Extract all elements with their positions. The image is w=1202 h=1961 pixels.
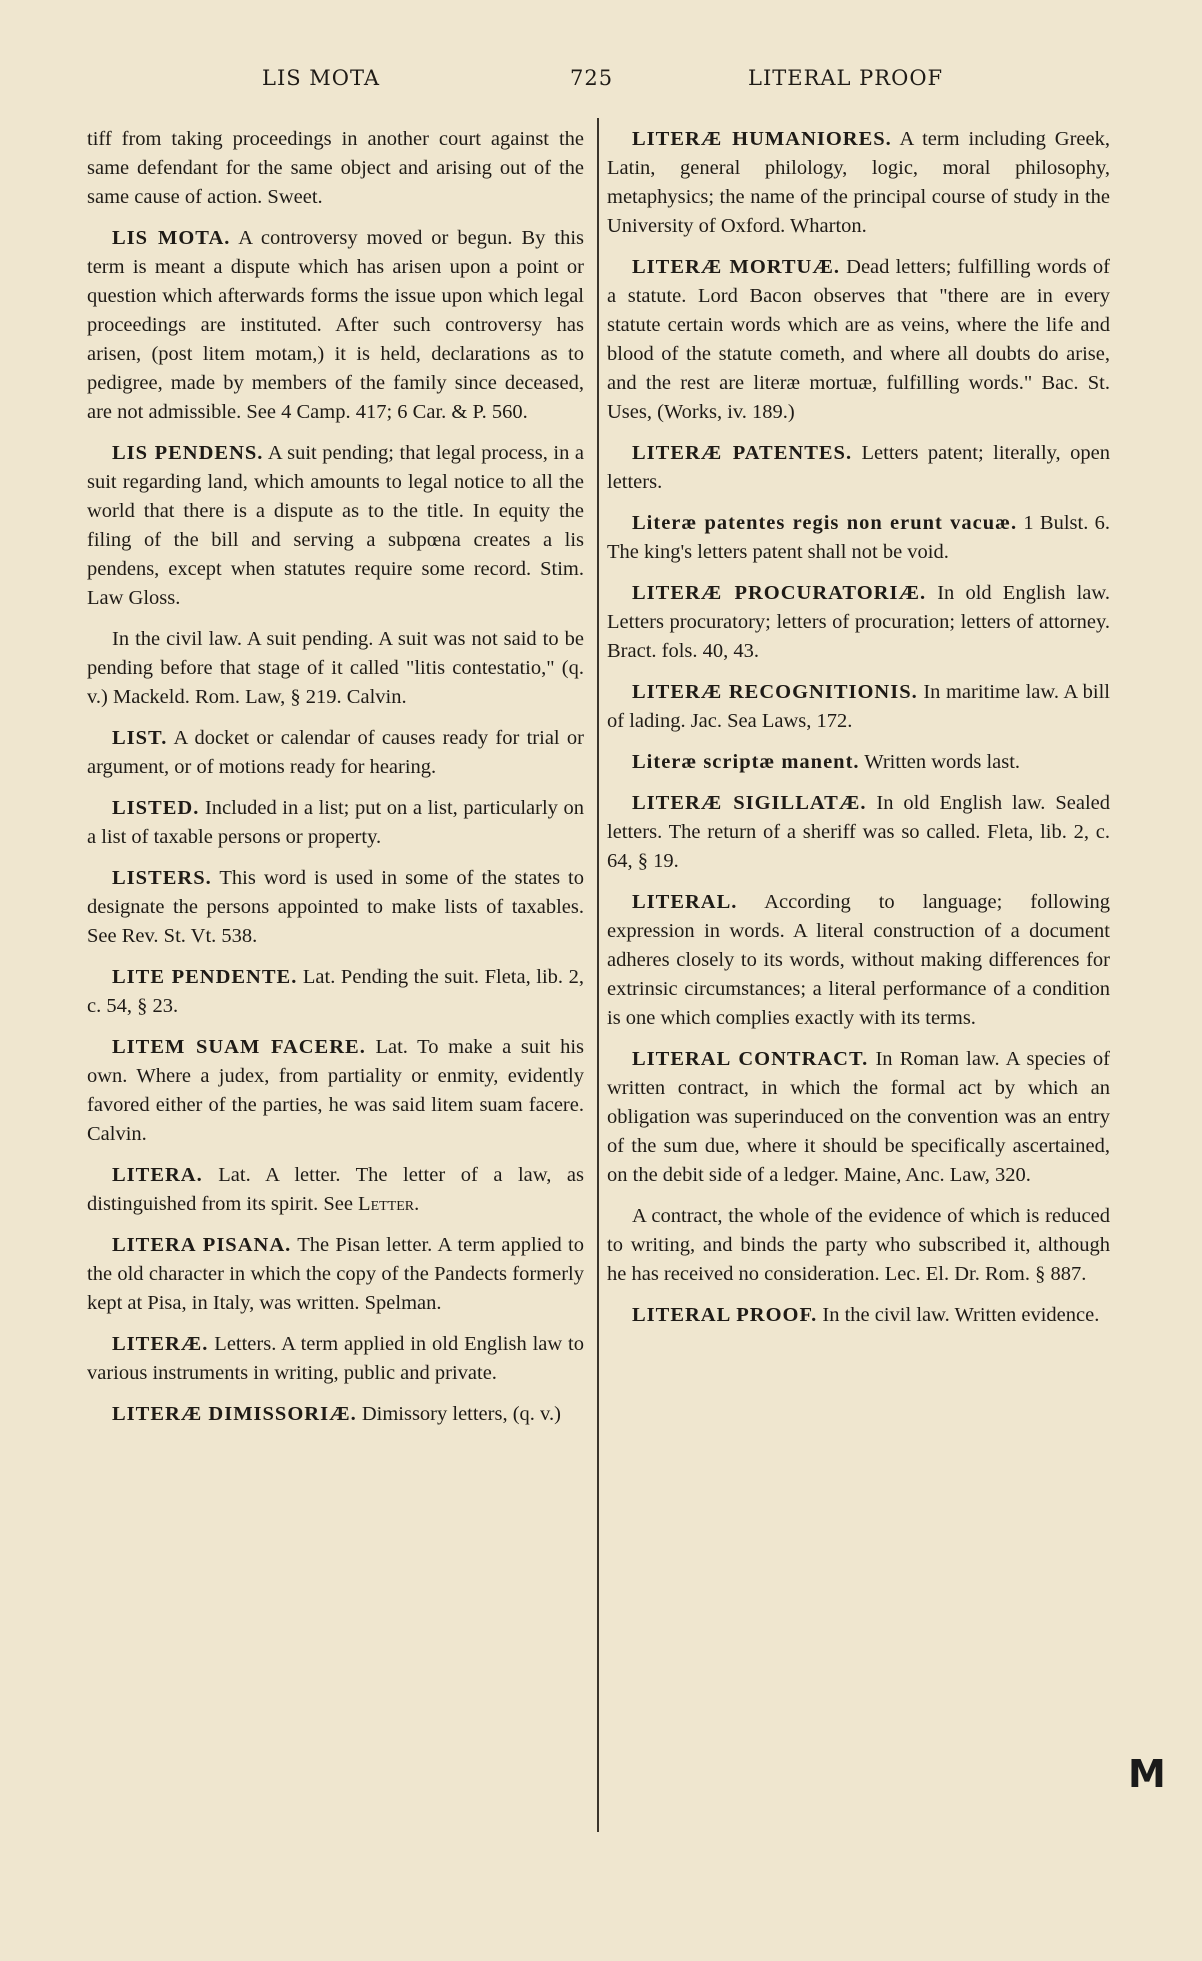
entry-term: LITERAL PROOF. xyxy=(632,1304,818,1326)
entry-literae-humaniores xyxy=(607,125,1110,241)
entry-term: LITERÆ PATENTES. xyxy=(632,442,853,464)
entry-term: LITERAL. xyxy=(632,891,738,913)
entry-literae-procuratoriae xyxy=(607,579,1110,666)
entry-litera xyxy=(87,1161,584,1219)
entry-text: Dimissory letters, (q. v.) xyxy=(361,1403,561,1425)
entry-text: In maritime law. A bill of lading. Jac. Sea Laws, 172. xyxy=(607,681,1110,732)
entry-term: Literæ scriptæ manent. xyxy=(632,751,860,773)
entry-term: LISTERS. xyxy=(112,867,212,889)
entry-text: The Pisan letter. A term applied to the old character in which the copy of the Pandects formerly kept at Pisa, in Italy, was written. Spelman. xyxy=(87,1234,584,1314)
entry-text: A contract, the whole of the evidence of which is reduced to writing, and binds the party who subscribed it, although he has received no consideration. Lec. El. Dr. Rom. § 887. xyxy=(607,1205,1110,1285)
entry-term: LITERA PISANA. xyxy=(112,1234,292,1256)
entry-text: In the civil law. Written evidence. xyxy=(822,1304,1100,1326)
entry-text: A term including Greek, Latin, general philology, logic, moral philosophy, metaphysics; the name of the principal course of study in the University of Oxford. Wharton. xyxy=(607,128,1110,237)
thumb-index-tab: M xyxy=(1128,1752,1166,1796)
entry-lis-mota xyxy=(87,224,584,427)
entry-literal-contract-2 xyxy=(607,1202,1110,1289)
entry-term: LITERÆ SIGILLATÆ. xyxy=(632,792,867,814)
entry-text: In Roman law. A species of written contract, in which the formal act by which an obligation was superinduced on the convention was an entry of the sum due, where it should be specifically ascertained, on the debit side of a ledger. Maine, Anc. Law, 320. xyxy=(607,1048,1110,1186)
entry-literae-recognitionis xyxy=(607,678,1110,736)
entry-literal-contract xyxy=(607,1045,1110,1190)
entry-text: A controversy moved or begun. By this term is meant a dispute which has arisen upon a point or question which afterwards forms the issue upon which legal proceedings are instituted. After such controversy has arisen, (post litem motam,) it is held, declarations as to pedigree, made by members of the family since deceased, are not admissible. See 4 Camp. 417; 6 Car. & P. 560. xyxy=(87,227,584,423)
entry-term: LIST. xyxy=(112,727,168,749)
entry-maxim-literae-scriptae xyxy=(607,748,1110,777)
entry-litera-pisana xyxy=(87,1231,584,1318)
entry-text: tiff from taking proceedings in another court against the same defendant for the same object and arising out of the same cause of action. Sweet. xyxy=(87,128,584,208)
entry-lite-pendente xyxy=(87,963,584,1021)
entry-lis-pendens xyxy=(87,439,584,613)
entry-text: Letters. A term applied in old English law to various instruments in writing, public and private. xyxy=(87,1333,584,1384)
entry-literal xyxy=(607,888,1110,1033)
right-column xyxy=(607,125,1110,1342)
cross-reference: Letter. xyxy=(358,1193,420,1215)
entry-text: Dead letters; fulfilling words of a statute. Lord Bacon observes that "there are in every statute certain words which are as veins, where the life and blood of the statute cometh, and where all doubts do arise, and the rest are literæ mortuæ, fulfilling words." Bac. St. Uses, (Works, iv. 189.) xyxy=(607,256,1110,423)
entry-term: LITERÆ MORTUÆ. xyxy=(632,256,840,278)
entry-text: Written words last. xyxy=(864,751,1021,773)
page-number: 725 xyxy=(570,66,614,90)
entry-term: LITEM SUAM FACERE. xyxy=(112,1036,366,1058)
entry-term: LITERA. xyxy=(112,1164,203,1186)
entry-term: LITE PENDENTE. xyxy=(112,966,298,988)
entry-term: LITERÆ PROCURATORIÆ. xyxy=(632,582,927,604)
entry-literal-proof xyxy=(607,1301,1110,1330)
entry-term: LITERAL CONTRACT. xyxy=(632,1048,869,1070)
entry-litem-suam-facere xyxy=(87,1033,584,1149)
entry-term: LITERÆ HUMANIORES. xyxy=(632,128,892,150)
entry-text: A docket or calendar of causes ready for trial or argument, or of motions ready for hearing. xyxy=(87,727,584,778)
entry-listed xyxy=(87,794,584,852)
entry-term: LITERÆ RECOGNITIONIS. xyxy=(632,681,918,703)
entry-text: Lat. Pending the suit. Fleta, lib. 2, c. 54, § 23. xyxy=(87,966,584,1017)
running-header xyxy=(0,66,1202,106)
entry-term: Literæ patentes regis non erunt vacuæ. xyxy=(632,512,1018,534)
entry-text: This word is used in some of the states to designate the persons appointed to make lists of taxables. See Rev. St. Vt. 538. xyxy=(87,867,585,947)
entry-lis-pendens-civil xyxy=(87,625,584,712)
entry-term: LITERÆ DIMISSORIÆ. xyxy=(112,1403,357,1425)
entry-term: LIS MOTA. xyxy=(112,227,231,249)
entry-literae-mortuae xyxy=(607,253,1110,427)
entry-text: In old English law. Sealed letters. The return of a sheriff was so called. Fleta, lib. 2, c. 64, § 19. xyxy=(607,792,1110,872)
entry-text: Included in a list; put on a list, particularly on a list of taxable persons or property. xyxy=(87,797,584,848)
entry-term: LISTED. xyxy=(112,797,200,819)
entry-term: LITERÆ. xyxy=(112,1333,209,1355)
entry-maxim-literae-patentes xyxy=(607,509,1110,567)
entry-text: A suit pending; that legal process, in a suit regarding land, which amounts to legal notice to all the world that there is a dispute as to the title. In equity the filing of the bill and serving a subpœna creates a lis pendens, except when statutes require some record. Stim. Law Gloss. xyxy=(87,442,584,609)
entry-continued xyxy=(87,125,584,212)
entry-list xyxy=(87,724,584,782)
header-left-guideword: LIS MOTA xyxy=(262,66,381,90)
entry-text: Letters patent; literally, open letters. xyxy=(607,442,1110,493)
entry-text: In the civil law. A suit pending. A suit was not said to be pending before that stage of it called "litis contestatio," (q. v.) Mackeld. Rom. Law, § 219. Calvin. xyxy=(87,628,584,708)
left-column xyxy=(87,125,584,1441)
entry-literae xyxy=(87,1330,584,1388)
entry-literae-patentes xyxy=(607,439,1110,497)
column-divider xyxy=(597,118,599,1832)
entry-literae-sigillatae xyxy=(607,789,1110,876)
entry-literae-dimissoriae xyxy=(87,1400,584,1429)
entry-text: Lat. To make a suit his own. Where a judex, from partiality or enmity, evidently favored either of the parties, he was said litem suam facere. Calvin. xyxy=(87,1036,585,1145)
entry-text: 1 Bulst. 6. The king's letters patent shall not be void. xyxy=(607,512,1111,563)
entry-term: LIS PENDENS. xyxy=(112,442,264,464)
entry-text: In old English law. Letters procuratory; letters of procuration; letters of attorney. Bract. fols. 40, 43. xyxy=(607,582,1110,662)
entry-text: Lat. A letter. The letter of a law, as distinguished from its spirit. See xyxy=(87,1164,584,1215)
entry-listers xyxy=(87,864,584,951)
entry-text: According to language; following expression in words. A literal construction of a document adheres closely to its words, without making differences for extrinsic circumstances; a literal performance of a condition is one which complies exactly with its terms. xyxy=(607,891,1110,1029)
header-right-guideword: LITERAL PROOF xyxy=(748,66,944,90)
